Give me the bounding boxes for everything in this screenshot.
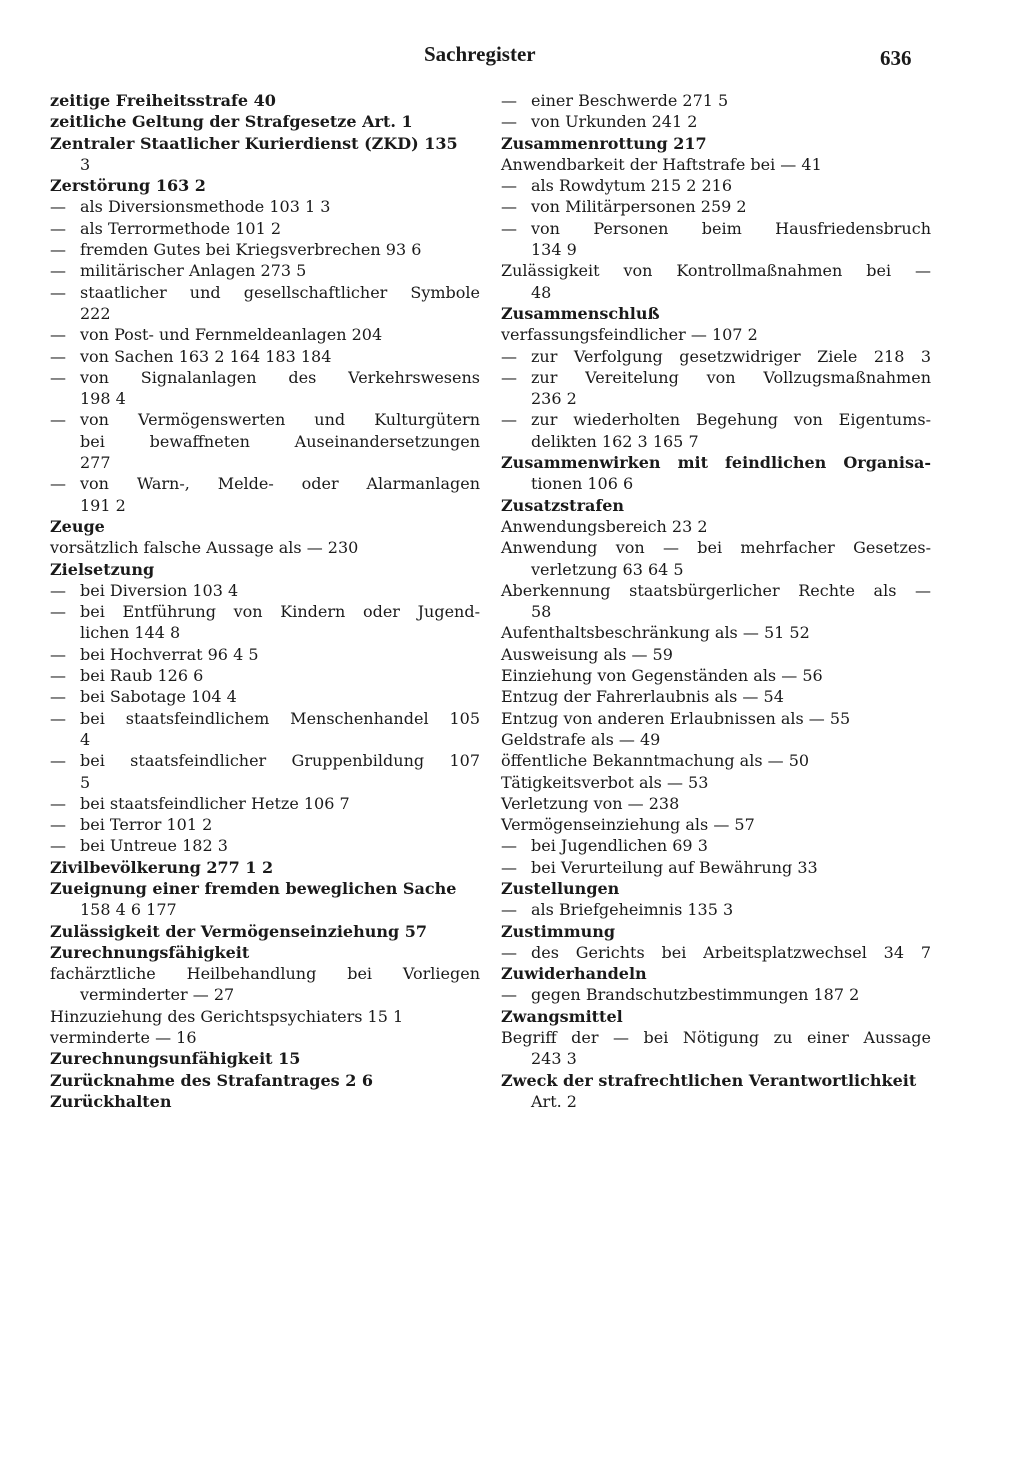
index-subentry <box>50 239 480 260</box>
index-entry-text: Zulässigkeit von Kontrollmaßnahmen bei — <box>501 261 931 281</box>
index-continuation-line <box>50 495 480 516</box>
index-subentry <box>50 580 480 601</box>
subentry-dash: — <box>501 900 517 920</box>
index-entry-text: 198 4 <box>80 389 126 409</box>
subentry-dash: — <box>50 708 66 728</box>
index-entry-text: Zustimmung <box>501 921 616 941</box>
index-entry-text: Zurechnungsunfähigkeit 15 <box>50 1049 301 1069</box>
index-entry-text: militärischer Anlagen 273 5 <box>80 261 307 281</box>
index-entry-text: als Briefgeheimnis 135 3 <box>531 900 734 920</box>
index-entry-text: verletzung 63 64 5 <box>531 559 684 579</box>
index-entry-text: Aberkennung staatsbürgerlicher Rechte als — <box>501 580 931 600</box>
subentry-dash: — <box>50 751 66 771</box>
subentry-dash: — <box>50 666 66 686</box>
index-subentry <box>501 899 931 920</box>
index-entry-text: als Diversionsmethode 103 1 3 <box>80 197 331 217</box>
subentry-dash: — <box>50 282 66 302</box>
subentry-dash: — <box>501 91 517 110</box>
index-heading-entry <box>50 175 480 196</box>
index-entry-text: verminderte — 16 <box>50 1028 197 1048</box>
index-heading-entry <box>501 452 931 473</box>
index-continuation-line <box>50 154 480 175</box>
index-entry-text: bei Diversion 103 4 <box>80 580 239 600</box>
index-entry-text: tionen 106 6 <box>531 474 634 494</box>
subentry-dash: — <box>50 240 66 260</box>
index-subentry <box>501 346 931 367</box>
subentry-dash: — <box>50 197 66 217</box>
index-subentry <box>50 282 480 303</box>
index-entry-text: Art. 2 <box>531 1091 577 1111</box>
index-entry <box>501 793 931 814</box>
index-entry-text: 58 <box>531 602 552 622</box>
subentry-dash: — <box>501 836 517 856</box>
index-continuation-line <box>501 473 931 494</box>
index-entry <box>501 644 931 665</box>
index-entry-text: Geldstrafe als — 49 <box>501 729 661 749</box>
subentry-dash: — <box>50 793 66 813</box>
index-heading-entry <box>501 878 931 899</box>
index-continuation-line <box>50 899 480 920</box>
subentry-dash: — <box>501 367 517 387</box>
index-entry-text: Zusammenrottung 217 <box>501 133 707 153</box>
index-subentry <box>50 324 480 345</box>
index-entry-text: fachärztliche Heilbehandlung bei Vorliegen <box>50 964 480 984</box>
index-continuation-line <box>501 601 931 622</box>
index-entry-text: zeitige Freiheitsstrafe 40 <box>50 91 276 110</box>
index-subentry <box>501 835 931 856</box>
index-entry-text: fremden Gutes bei Kriegsverbrechen 93 6 <box>80 240 422 260</box>
index-heading-entry <box>50 90 480 111</box>
index-entry <box>501 154 931 175</box>
index-subentry <box>50 686 480 707</box>
index-entry <box>501 814 931 835</box>
index-entry-text: Zentraler Staatlicher Kurierdienst (ZKD) 135 <box>50 133 458 153</box>
index-entry-text: zur Verfolgung gesetzwidriger Ziele 218 3 <box>531 346 931 366</box>
index-entry-text: bei staatsfeindlicher Gruppenbildung 107 <box>80 751 480 771</box>
index-entry-text: Zurechnungsfähigkeit <box>50 942 250 962</box>
page-number: 636 <box>880 46 912 70</box>
index-entry-text: bei bewaffneten Auseinandersetzungen <box>80 431 480 451</box>
index-entry <box>501 580 931 601</box>
index-column-right <box>501 90 931 1112</box>
index-entry-text: vorsätzlich falsche Aussage als — 230 <box>50 538 359 558</box>
index-entry-text: 243 3 <box>531 1049 577 1069</box>
index-entry-text: Einziehung von Gegenständen als — 56 <box>501 666 823 686</box>
index-entry-text: staatlicher und gesellschaftlicher Symbole <box>80 282 480 302</box>
index-subentry <box>501 367 931 388</box>
index-entry <box>50 1027 480 1048</box>
index-entry-text: 191 2 <box>80 495 126 515</box>
index-continuation-line <box>501 282 931 303</box>
index-continuation-line <box>50 772 480 793</box>
index-entry-text: als Terrormethode 101 2 <box>80 218 282 238</box>
index-entry-text: öffentliche Bekanntmachung als — 50 <box>501 751 810 771</box>
subentry-dash: — <box>50 474 66 494</box>
index-entry-text: zur Vereitelung von Vollzugsmaßnahmen <box>531 367 931 387</box>
index-continuation-line <box>501 1091 931 1112</box>
index-subentry <box>501 218 931 239</box>
index-subentry <box>50 367 480 388</box>
index-heading-entry <box>50 942 480 963</box>
index-entry-text: bei staatsfeindlichem Menschenhandel 105 <box>80 708 480 728</box>
index-entry-text: zur wiederholten Begehung von Eigentums- <box>531 410 931 430</box>
index-entry-text: lichen 144 8 <box>80 623 181 643</box>
index-entry-text: Verletzung von — 238 <box>501 793 680 813</box>
subentry-dash: — <box>501 112 517 132</box>
subentry-dash: — <box>50 815 66 835</box>
index-entry-text: Zusatzstrafen <box>501 495 625 515</box>
subentry-dash: — <box>50 580 66 600</box>
index-entry-text: 5 <box>80 772 91 792</box>
index-entry-text: von Sachen 163 2 164 183 184 <box>80 346 332 366</box>
index-entry-text: des Gerichts bei Arbeitsplatzwechsel 34 7 <box>531 942 931 962</box>
index-entry <box>501 750 931 771</box>
index-entry <box>50 963 480 984</box>
index-entry <box>50 1006 480 1027</box>
index-heading-entry <box>50 857 480 878</box>
index-entry <box>501 260 931 281</box>
index-entry-text: von Vermögenswerten und Kulturgütern <box>80 410 480 430</box>
index-entry-text: delikten 162 3 165 7 <box>531 431 699 451</box>
index-entry-text: von Militärpersonen 259 2 <box>531 197 747 217</box>
index-entry-text: 277 <box>80 453 111 473</box>
index-entry-text: Begriff der — bei Nötigung zu einer Aussage <box>501 1028 931 1048</box>
index-entry-text: Entzug von anderen Erlaubnissen als — 55 <box>501 708 851 728</box>
subentry-dash: — <box>50 836 66 856</box>
index-entry-text: Zusammenschluß <box>501 303 660 323</box>
index-heading-entry <box>50 1070 480 1091</box>
index-entry-text: bei Untreue 182 3 <box>80 836 228 856</box>
running-header-title: Sachregister <box>424 42 536 66</box>
index-continuation-line <box>50 622 480 643</box>
subentry-dash: — <box>501 942 517 962</box>
index-entry <box>501 708 931 729</box>
index-continuation-line <box>501 388 931 409</box>
index-continuation-line <box>501 431 931 452</box>
index-subentry <box>50 665 480 686</box>
index-subentry <box>50 644 480 665</box>
index-entry-text: als Rowdytum 215 2 216 <box>531 176 733 196</box>
index-heading-entry <box>501 1070 931 1091</box>
index-subentry <box>501 90 931 111</box>
subentry-dash: — <box>501 857 517 877</box>
index-heading-entry <box>501 963 931 984</box>
index-entry-text: Aufenthaltsbeschränkung als — 51 52 <box>501 623 810 643</box>
index-entry-text: von Post- und Fernmeldeanlagen 204 <box>80 325 383 345</box>
index-entry-text: bei Verurteilung auf Bewährung 33 <box>531 857 818 877</box>
index-entry-text: verminderter — 27 <box>80 985 235 1005</box>
index-entry <box>501 324 931 345</box>
index-subentry <box>50 346 480 367</box>
index-entry-text: Entzug der Fahrerlaubnis als — 54 <box>501 687 784 707</box>
index-continuation-line <box>501 559 931 580</box>
index-entry-text: Anwendungsbereich 23 2 <box>501 516 708 536</box>
index-entry <box>501 729 931 750</box>
subentry-dash: — <box>50 687 66 707</box>
index-heading-entry <box>50 111 480 132</box>
index-continuation-line <box>50 303 480 324</box>
index-entry-text: Zueignung einer fremden beweglichen Sache <box>50 878 457 898</box>
index-entry-text: 158 4 6 177 <box>80 900 177 920</box>
index-subentry <box>50 750 480 771</box>
index-entry-text: verfassungsfeindlicher — 107 2 <box>501 325 758 345</box>
index-entry <box>501 665 931 686</box>
index-heading-entry <box>50 516 480 537</box>
index-continuation-line <box>50 452 480 473</box>
index-subentry <box>50 218 480 239</box>
index-entry-text: Zurücknahme des Strafantrages 2 6 <box>50 1070 374 1090</box>
index-continuation-line <box>50 729 480 750</box>
index-entry-text: von Signalanlagen des Verkehrswesens <box>80 367 480 387</box>
index-entry <box>501 1027 931 1048</box>
index-entry-text: Zivilbevölkerung 277 1 2 <box>50 857 274 877</box>
index-heading-entry <box>50 133 480 154</box>
index-continuation-line <box>501 1048 931 1069</box>
index-subentry <box>50 260 480 281</box>
subentry-dash: — <box>50 218 66 238</box>
index-subentry <box>501 857 931 878</box>
index-entry-text: 4 <box>80 729 91 749</box>
index-entry-text: Zuwiderhandeln <box>501 964 647 984</box>
index-heading-entry <box>50 559 480 580</box>
index-entry <box>501 516 931 537</box>
subentry-dash: — <box>50 346 66 366</box>
subentry-dash: — <box>50 367 66 387</box>
index-subentry <box>50 835 480 856</box>
index-entry-text: Zurückhalten <box>50 1091 172 1111</box>
index-entry-text: Zweck der strafrechtlichen Verantwortlichkeit <box>501 1070 917 1090</box>
index-entry-text: von Personen beim Hausfriedensbruch <box>531 218 931 238</box>
index-continuation-line <box>50 431 480 452</box>
index-entry-text: Zielsetzung <box>50 559 155 579</box>
index-subentry <box>50 409 480 430</box>
subentry-dash: — <box>501 197 517 217</box>
subentry-dash: — <box>50 325 66 345</box>
index-subentry <box>501 175 931 196</box>
index-subentry <box>50 196 480 217</box>
index-entry-text: 48 <box>531 282 552 302</box>
index-subentry <box>501 942 931 963</box>
index-entry-text: gegen Brandschutzbestimmungen 187 2 <box>531 985 860 1005</box>
index-entry-text: 3 <box>80 154 91 174</box>
index-heading-entry <box>50 1048 480 1069</box>
index-subentry <box>50 601 480 622</box>
index-entry <box>501 537 931 558</box>
index-subentry <box>50 793 480 814</box>
subentry-dash: — <box>50 410 66 430</box>
index-entry-text: Anwendung von — bei mehrfacher Gesetzes- <box>501 538 931 558</box>
index-heading-entry <box>50 921 480 942</box>
index-heading-entry <box>501 133 931 154</box>
subentry-dash: — <box>501 176 517 196</box>
index-entry-text: Zulässigkeit der Vermögenseinziehung 57 <box>50 921 428 941</box>
subentry-dash: — <box>501 985 517 1005</box>
index-entry <box>501 772 931 793</box>
index-subentry <box>50 708 480 729</box>
subentry-dash: — <box>50 602 66 622</box>
index-heading-entry <box>501 303 931 324</box>
index-subentry <box>501 409 931 430</box>
index-entry-text: Zustellungen <box>501 878 620 898</box>
index-heading-entry <box>501 1006 931 1027</box>
index-subentry <box>50 814 480 835</box>
index-entry-text: bei Jugendlichen 69 3 <box>531 836 708 856</box>
index-entry-text: bei staatsfeindlicher Hetze 106 7 <box>80 793 350 813</box>
index-entry-text: Zerstörung 163 2 <box>50 176 206 196</box>
index-entry-text: 134 9 <box>531 240 577 260</box>
index-entry <box>50 537 480 558</box>
index-entry-text: Hinzuziehung des Gerichtspsychiaters 15 1 <box>50 1006 404 1026</box>
subentry-dash: — <box>50 644 66 664</box>
index-entry-text: Tätigkeitsverbot als — 53 <box>501 772 709 792</box>
index-continuation-line <box>501 239 931 260</box>
index-entry-text: 236 2 <box>531 389 577 409</box>
index-subentry <box>501 111 931 132</box>
subentry-dash: — <box>501 410 517 430</box>
index-heading-entry <box>501 921 931 942</box>
index-continuation-line <box>50 984 480 1005</box>
index-entry-text: bei Terror 101 2 <box>80 815 213 835</box>
index-entry-text: von Warn-, Melde- oder Alarmanlagen <box>80 474 480 494</box>
index-entry-text: bei Sabotage 104 4 <box>80 687 237 707</box>
index-heading-entry <box>501 495 931 516</box>
index-entry-text: Vermögenseinziehung als — 57 <box>501 815 755 835</box>
index-entry <box>501 686 931 707</box>
index-heading-entry <box>50 1091 480 1112</box>
index-entry-text: einer Beschwerde 271 5 <box>531 91 729 110</box>
index-subentry <box>501 196 931 217</box>
subentry-dash: — <box>501 218 517 238</box>
subentry-dash: — <box>501 346 517 366</box>
index-entry-text: von Urkunden 241 2 <box>531 112 698 132</box>
index-entry <box>501 622 931 643</box>
index-entry-text: bei Raub 126 6 <box>80 666 204 686</box>
index-entry-text: Anwendbarkeit der Haftstrafe bei — 41 <box>501 154 822 174</box>
index-entry-text: bei Entführung von Kindern oder Jugend- <box>80 602 480 622</box>
index-entry-text: 222 <box>80 303 111 323</box>
index-column-left <box>50 90 480 1112</box>
index-entry-text: zeitliche Geltung der Strafgesetze Art. 1 <box>50 112 413 132</box>
index-continuation-line <box>50 388 480 409</box>
index-subentry <box>50 473 480 494</box>
subentry-dash: — <box>50 261 66 281</box>
index-entry-text: Zwangsmittel <box>501 1006 623 1026</box>
index-entry-text: Zeuge <box>50 516 105 536</box>
index-heading-entry <box>50 878 480 899</box>
index-entry-text: Zusammenwirken mit feindlichen Organisa- <box>501 453 931 473</box>
index-subentry <box>501 984 931 1005</box>
index-entry-text: Ausweisung als — 59 <box>501 644 673 664</box>
index-entry-text: bei Hochverrat 96 4 5 <box>80 644 259 664</box>
